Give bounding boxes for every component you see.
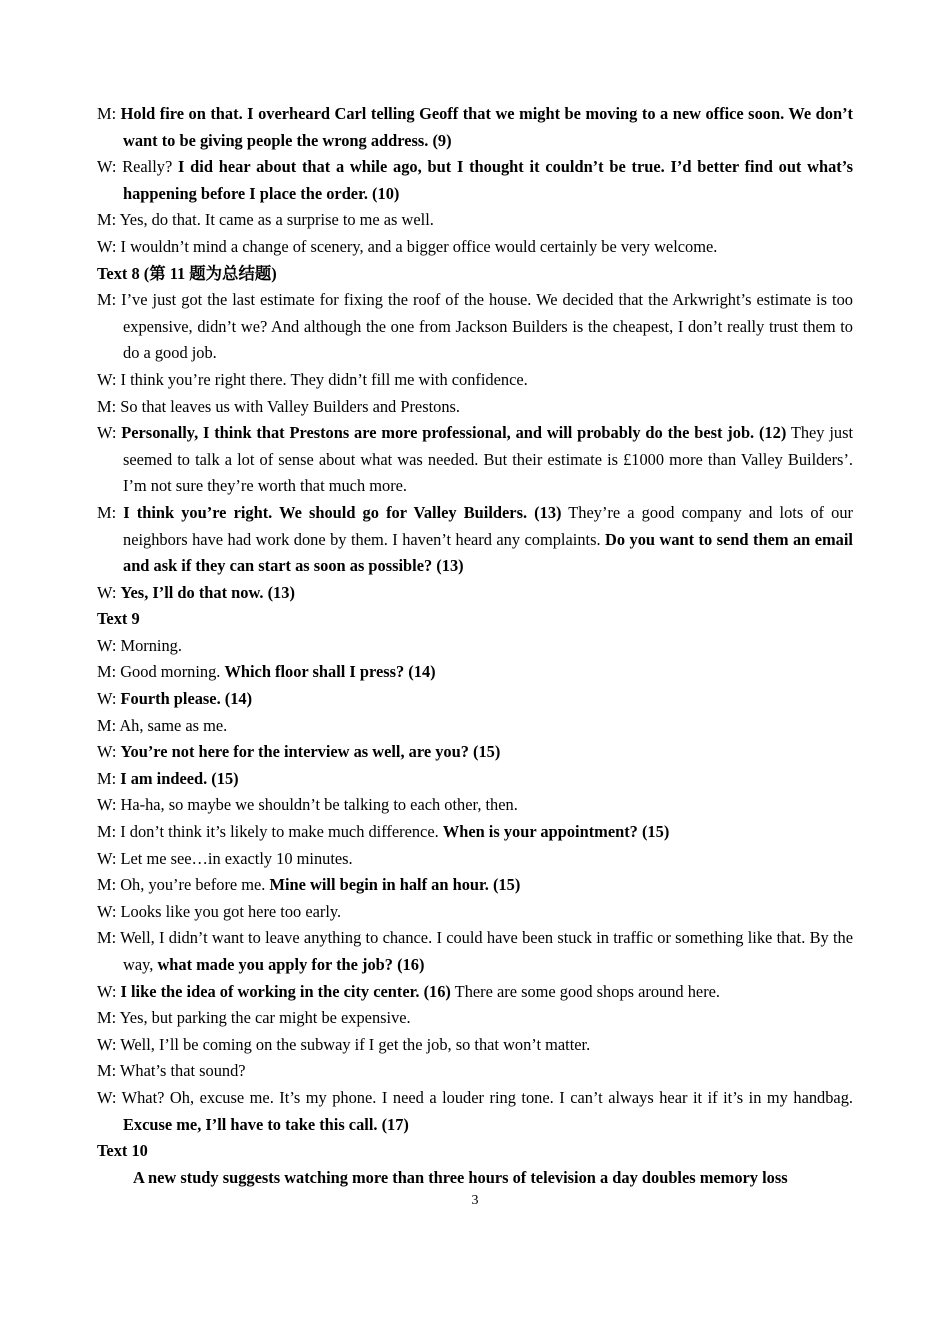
answer-key-text: Text 8 (第 11 题为总结题)	[97, 263, 277, 283]
transcript-line	[97, 1032, 853, 1059]
transcript-line	[97, 1058, 853, 1085]
dialogue-text: M: Ah, same as me.	[97, 715, 228, 735]
page-number: 3	[471, 1193, 479, 1208]
dialogue-text: They just seemed to talk a lot of sense about what was needed. But their estimate is £1000 more than Valley Builders’. I’m not sure they’re worth that much more.	[123, 423, 854, 496]
transcript-line	[97, 792, 853, 819]
dialogue-text: W:	[97, 981, 121, 1001]
dialogue-text: M: I don’t think it’s likely to make much difference.	[97, 822, 443, 842]
transcript-line	[97, 979, 853, 1006]
dialogue-text: M: Yes, do that. It came as a surprise to me as well.	[97, 210, 434, 230]
answer-key-text: Fourth please. (14)	[120, 689, 253, 709]
answer-key-text: I like the idea of working in the city center. (16)	[120, 981, 451, 1001]
transcript-line	[97, 659, 853, 686]
dialogue-text: M:	[97, 768, 121, 788]
transcript-line	[97, 287, 853, 367]
transcript-line	[97, 713, 853, 740]
section-heading	[97, 606, 853, 633]
dialogue-text: M:	[97, 104, 121, 123]
dialogue-text: M: I’ve just got the last estimate for fixing the roof of the house. We decided that the Arkwright’s estimate is too expensive, didn’t we? And although the one from Jackson Builders is the cheapest, I don’t really trust them to do a good job.	[97, 290, 853, 363]
dialogue-text: M: Good morning.	[97, 662, 225, 682]
transcript-body	[97, 101, 853, 1191]
dialogue-text: M: Oh, you’re before me.	[97, 875, 270, 895]
transcript-line	[97, 101, 853, 154]
transcript-line	[97, 367, 853, 394]
answer-key-text: what made you apply for the job? (16)	[157, 955, 425, 974]
transcript-line	[97, 234, 853, 261]
dialogue-text: M:	[97, 502, 124, 522]
transcript-line	[97, 580, 853, 607]
dialogue-text: M: Yes, but parking the car might be expensive.	[97, 1008, 411, 1028]
answer-key-text: Do you want to send them an email and ask if they can start as soon as possible? (13)	[123, 529, 853, 576]
transcript-line	[97, 1165, 853, 1192]
transcript-line	[97, 846, 853, 873]
answer-key-text: Text 9	[97, 609, 140, 629]
transcript-line	[97, 1005, 853, 1032]
answer-key-text: You’re not here for the interview as well, are you? (15)	[120, 742, 501, 762]
section-heading	[97, 1138, 853, 1165]
transcript-line	[97, 925, 853, 978]
dialogue-text: W: Let me see…in exactly 10 minutes.	[97, 848, 353, 868]
dialogue-text: M: Well, I didn’t want to leave anything to chance. I could have been stuck in traffic or something like that. By the way,	[97, 928, 853, 974]
answer-key-text: Excuse me, I’ll have to take this call. (17)	[123, 1114, 409, 1134]
transcript-line	[97, 899, 853, 926]
transcript-line	[97, 819, 853, 846]
dialogue-text: W: I think you’re right there. They didn’t fill me with confidence.	[97, 369, 528, 389]
dialogue-text: W:	[97, 689, 121, 709]
answer-key-text: Which floor shall I press? (14)	[224, 662, 436, 682]
dialogue-text: There are some good shops around here.	[450, 981, 721, 1001]
answer-key-text: A new study suggests watching more than three hours of television a day doubles memory loss	[133, 1167, 788, 1187]
transcript-line	[97, 500, 853, 580]
dialogue-text: W:	[97, 423, 122, 443]
dialogue-text: W: What? Oh, excuse me. It’s my phone. I need a louder ring tone. I can’t always hear it if it’s in my handbag.	[97, 1087, 853, 1107]
transcript-line	[97, 872, 853, 899]
dialogue-text: W:	[97, 742, 121, 762]
dialogue-text: W: Ha-ha, so maybe we shouldn’t be talking to each other, then.	[97, 795, 518, 815]
transcript-line	[97, 207, 853, 234]
transcript-line	[97, 394, 853, 421]
dialogue-text: They’re a good company and lots of our neighbors have had work done by them. I haven’t heard any complaints.	[123, 502, 853, 549]
dialogue-text: W:	[97, 582, 121, 602]
answer-key-text: Hold fire on that. I overheard Carl telling Geoff that we might be moving to a new office soon. We don’t want to be giving people the wrong address. (9)	[120, 104, 853, 150]
dialogue-text: M: What’s that sound?	[97, 1061, 246, 1081]
answer-key-text: Text 10	[97, 1141, 148, 1161]
answer-key-text: Mine will begin in half an hour. (15)	[269, 875, 521, 895]
transcript-line	[97, 420, 853, 500]
transcript-line	[97, 739, 853, 766]
answer-key-text: Yes, I’ll do that now. (13)	[120, 582, 295, 602]
transcript-line	[97, 1085, 853, 1138]
dialogue-text: M: So that leaves us with Valley Builders and Prestons.	[97, 396, 460, 416]
answer-key-text: I am indeed. (15)	[120, 768, 239, 788]
transcript-line	[97, 766, 853, 793]
answer-key-text: Personally, I think that Prestons are more professional, and will probably do the best job. (12)	[121, 423, 787, 443]
answer-key-text: I did hear about that a while ago, but I thought it couldn’t be true. I’d better find out what’s happening before I place the order. (10)	[123, 157, 853, 203]
dialogue-text: W: Looks like you got here too early.	[97, 901, 342, 921]
section-heading	[97, 261, 853, 288]
dialogue-text: W: I wouldn’t mind a change of scenery, and a bigger office would certainly be very welcome.	[97, 236, 718, 256]
transcript-line	[97, 686, 853, 713]
dialogue-text: W: Morning.	[97, 635, 182, 655]
transcript-line	[97, 154, 853, 207]
transcript-line	[97, 633, 853, 660]
answer-key-text: I think you’re right. We should go for Valley Builders. (13)	[123, 502, 562, 522]
answer-key-text: When is your appointment? (15)	[442, 822, 670, 842]
dialogue-text: W: Really?	[97, 157, 179, 177]
dialogue-text: W: Well, I’ll be coming on the subway if I get the job, so that won’t matter.	[97, 1034, 591, 1054]
